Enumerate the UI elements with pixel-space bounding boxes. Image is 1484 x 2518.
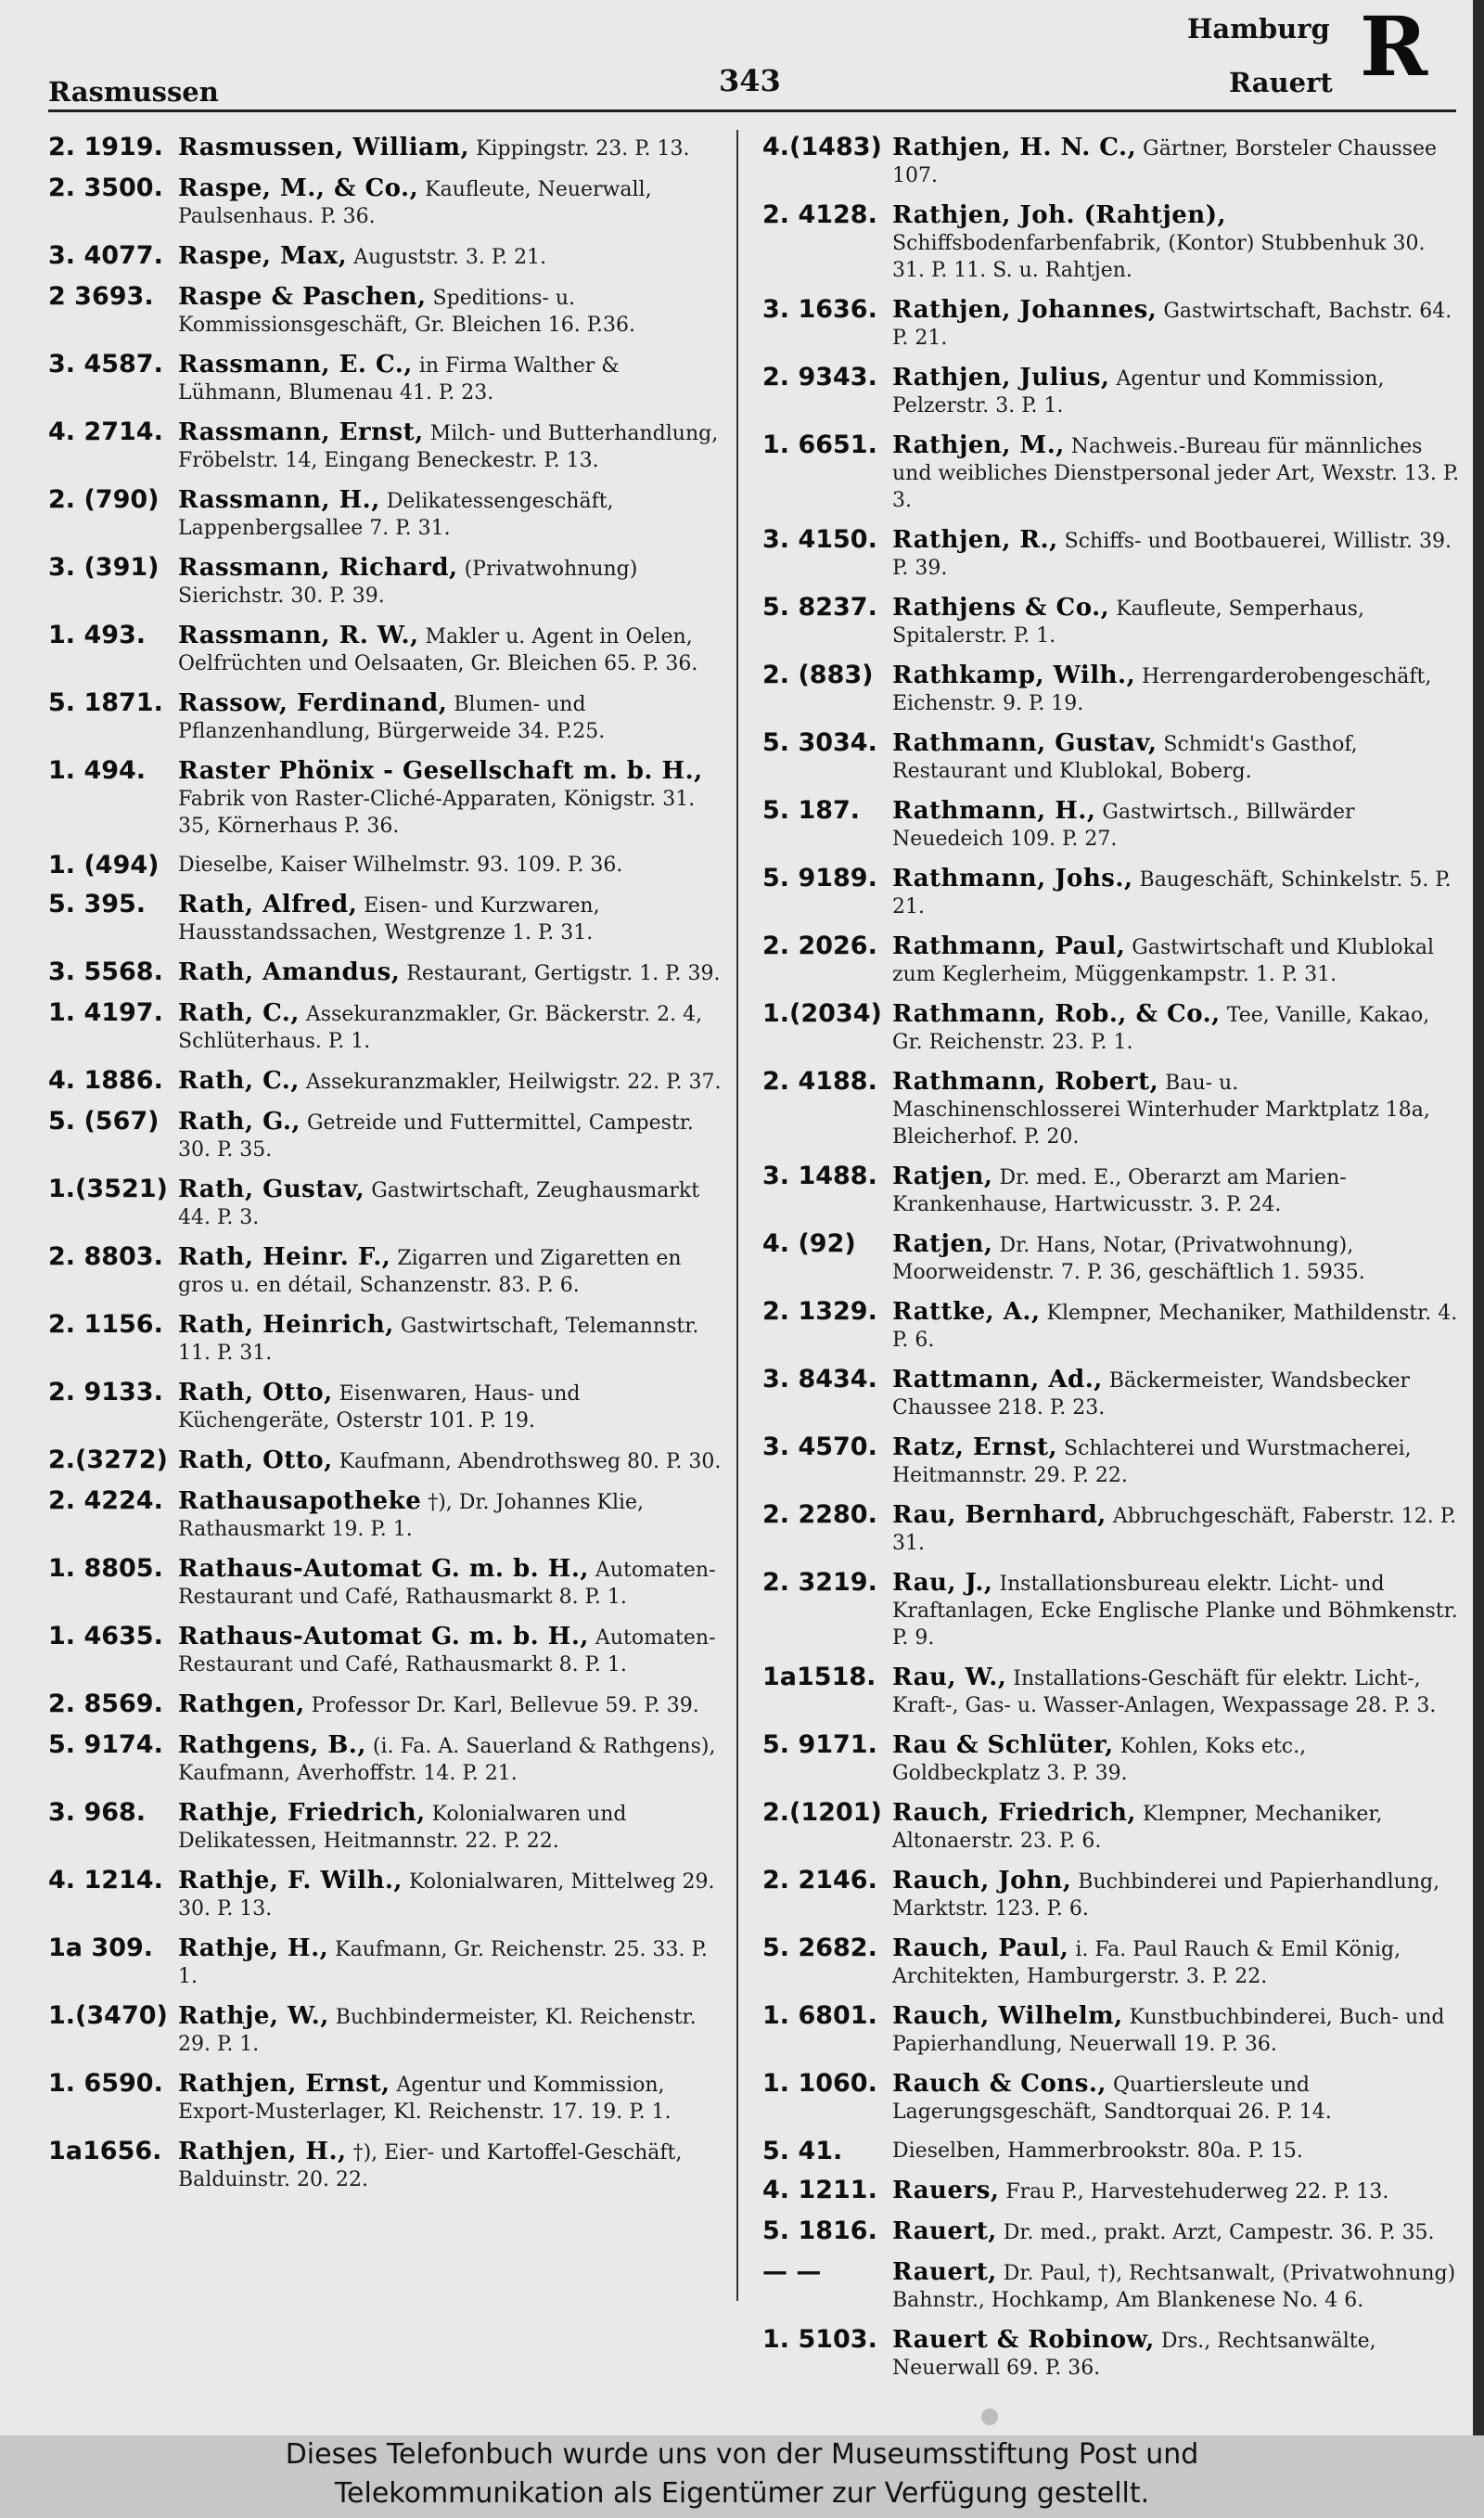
directory-entry — [762, 865, 1460, 920]
phone-number: 2. 9343. — [762, 363, 877, 392]
footer-line-2: Telekommunikation als Eigentümer zur Verfügung gestellt. — [334, 2477, 1150, 2510]
entry-details: Makler u. Agent in Oelen, Oelfrüchten und Oelsaaten, Gr. Bleichen 65. P. 36. — [178, 625, 698, 675]
entry-name: Raspe, M., & Co., — [178, 174, 419, 202]
running-head-city: Hamburg — [1187, 13, 1330, 45]
entry-details: †), Eier- und Kartoffel-Geschäft, Balduinstr. 20. 22. — [178, 2141, 683, 2191]
phone-number: 2. 8803. — [48, 1242, 163, 1271]
entry-name: Rassmann, R. W., — [178, 622, 419, 649]
directory-entry — [762, 2138, 1460, 2165]
directory-entry — [48, 852, 730, 879]
entry-details: Dieselbe, Kaiser Wilhelmstr. 93. 109. P. 36. — [178, 854, 623, 877]
phone-number: 2. (883) — [762, 661, 874, 689]
directory-entry — [762, 134, 1460, 189]
directory-entry — [48, 418, 730, 474]
directory-entry — [48, 689, 730, 745]
entry-name: Raspe & Paschen, — [178, 283, 427, 311]
directory-entry — [48, 242, 730, 271]
entry-details: Milch- und Butterhandlung, Fröbelstr. 14, Eingang Beneckestr. P. 13. — [178, 422, 719, 472]
entry-details: Eisenwaren, Haus- und Küchengeräte, Osterstr 101. P. 19. — [178, 1382, 581, 1432]
phone-number: 1. 4197. — [48, 998, 163, 1027]
entry-name: Rathjen, R., — [892, 526, 1058, 554]
directory-entry — [48, 283, 730, 339]
entry-name: Rauch, John, — [892, 1867, 1072, 1895]
entry-name: Rauch, Paul, — [892, 1934, 1069, 1962]
phone-number: 2. 1156. — [48, 1310, 163, 1339]
phone-number: 1.(3470) — [48, 2001, 168, 2030]
entry-details: Gastwirtschaft, Zeughausmarkt 44. P. 3. — [178, 1179, 700, 1229]
directory-entry — [762, 1366, 1460, 1421]
entry-details: Bäckermeister, Wandsbecker Chaussee 218. P. 23. — [892, 1369, 1411, 1420]
directory-entry — [48, 999, 730, 1055]
column-divider — [736, 130, 738, 2301]
entry-details: Gastwirtschaft, Telemannstr. 11. P. 31. — [178, 1315, 699, 1365]
right-column — [762, 134, 1460, 2394]
phone-number: 5. 9189. — [762, 864, 877, 893]
entry-name: Rauert & Robinow, — [892, 2326, 1155, 2354]
directory-entry — [762, 1068, 1460, 1150]
directory-entry — [48, 486, 730, 542]
entry-name: Rathjen, Ernst, — [178, 2070, 390, 2098]
entry-name: Rath, Alfred, — [178, 891, 358, 919]
phone-number: 5. 8237. — [762, 593, 877, 622]
phone-number: 2. 2026. — [762, 931, 877, 960]
directory-entry — [762, 2070, 1460, 2126]
entry-details: Nachweis.-Bureau für männliches und weibliches Dienstpersonal jeder Art, Wexstr. 13. P. 3. — [892, 435, 1460, 512]
phone-number: 3. 1636. — [762, 295, 877, 324]
directory-entry — [762, 932, 1460, 988]
entry-name: Rath, Gustav, — [178, 1175, 365, 1203]
entry-name: Rathje, F. Wilh., — [178, 1867, 403, 1895]
entry-details: Baugeschäft, Schinkelstr. 5. P. 21. — [892, 868, 1452, 919]
entry-details: Dr. Paul, †), Rechtsanwalt, (Privatwohnung) Bahnstr., Hochkamp, Am Blankenese No. 4 6. — [892, 2262, 1456, 2312]
directory-entry — [48, 1731, 730, 1787]
entry-details: Abbruchgeschäft, Faberstr. 12. P. 31. — [892, 1505, 1457, 1555]
entry-name: Rathmann, Johs., — [892, 865, 1133, 893]
phone-number: 1. 494. — [48, 756, 147, 785]
entry-details: Drs., Rechtsanwälte, Neuerwall 69. P. 36. — [892, 2330, 1376, 2380]
directory-entry — [48, 1555, 730, 1611]
phone-number: 1. 4635. — [48, 1622, 163, 1651]
entry-name: Ratz, Ernst, — [892, 1433, 1058, 1461]
entry-name: Rathgen, — [178, 1690, 305, 1718]
phone-number: 1. 6590. — [48, 2069, 163, 2098]
entry-details: i. Fa. Paul Rauch & Emil König, Architekten, Hamburgerstr. 3. P. 22. — [892, 1938, 1401, 1988]
entry-name: Rath, C., — [178, 999, 300, 1027]
entry-name: Rattmann, Ad., — [892, 1366, 1103, 1394]
phone-number: 2. (790) — [48, 485, 160, 514]
scan-edge — [1473, 0, 1484, 2435]
phone-number: 2. 4224. — [48, 1486, 163, 1515]
footer-banner — [0, 2435, 1484, 2518]
entry-name: Rathje, H., — [178, 1934, 329, 1962]
footer-line-1: Dieses Telefonbuch wurde uns von der Museumsstiftung Post und — [285, 2438, 1199, 2471]
directory-entry — [48, 757, 730, 840]
entry-details: Schlachterei und Wurstmacherei, Heitmannstr. 29. P. 22. — [892, 1437, 1412, 1487]
directory-entry — [48, 351, 730, 406]
directory-entry — [762, 431, 1460, 514]
entry-name: Rassow, Ferdinand, — [178, 689, 448, 717]
entry-name: Rathjen, M., — [892, 431, 1065, 459]
directory-entry — [48, 1379, 730, 1434]
running-head-right: Rauert — [1229, 67, 1333, 98]
entry-details: Dieselben, Hammerbrookstr. 80a. P. 15. — [892, 2139, 1303, 2163]
directory-entry — [762, 1501, 1460, 1557]
directory-entry — [48, 1623, 730, 1678]
entry-details: Professor Dr. Karl, Bellevue 59. P. 39. — [304, 1694, 699, 1717]
phone-number: 1a 309. — [48, 1933, 154, 1962]
phone-number: 5. 41. — [762, 2137, 843, 2165]
phone-number: 4. 1886. — [48, 1066, 163, 1095]
entry-name: Rathmann, Rob., & Co., — [892, 1000, 1221, 1028]
directory-entry — [48, 2002, 730, 2058]
phone-number: 1a1518. — [762, 1663, 876, 1691]
phone-number: 2. 4128. — [762, 200, 877, 229]
phone-number: 3. 968. — [48, 1798, 147, 1827]
entry-name: Rathaus-Automat G. m. b. H., — [178, 1555, 589, 1583]
entry-name: Rathkamp, Wilh., — [892, 662, 1136, 689]
entry-name: Raster Phönix - Gesellschaft m. b. H., — [178, 757, 703, 785]
phone-number: 5. 9171. — [762, 1730, 877, 1759]
phone-number: 1.(3521) — [48, 1175, 168, 1203]
directory-entry — [762, 1163, 1460, 1218]
phone-number: 5. 2682. — [762, 1933, 877, 1962]
directory-entry — [762, 201, 1460, 284]
phone-number: 1a1656. — [48, 2137, 162, 2165]
entry-details: Delikatessengeschäft, Lappenbergsallee 7. P. 31. — [178, 490, 614, 540]
entry-name: Rath, Otto, — [178, 1379, 333, 1407]
phone-number: 2. 2146. — [762, 1866, 877, 1895]
directory-entry — [762, 2326, 1460, 2382]
phone-number: 1. 5103. — [762, 2325, 877, 2354]
phone-number: 4. 2714. — [48, 418, 163, 446]
directory-entry — [48, 1175, 730, 1231]
entry-details: Restaurant, Gertigstr. 1. P. 39. — [400, 962, 721, 985]
entry-details: Speditions- u. Kommissionsgeschäft, Gr. Bleichen 16. P.36. — [178, 287, 636, 337]
entry-name: Rathmann, Paul, — [892, 932, 1126, 960]
entry-details: (i. Fa. A. Sauerland & Rathgens), Kaufmann, Averhoffstr. 14. P. 21. — [178, 1735, 716, 1785]
entry-name: Rathausapotheke — [178, 1487, 422, 1515]
phone-number: 5. 1871. — [48, 688, 163, 717]
entry-name: Rassmann, Ernst, — [178, 418, 424, 446]
entry-name: Rauert, — [892, 2258, 997, 2286]
phone-number: 2. 1329. — [762, 1297, 877, 1326]
entry-details: Getreide und Futtermittel, Campestr. 30. P. 35. — [178, 1111, 694, 1162]
entry-details: Fabrik von Raster-Cliché-Apparaten, Königstr. 31. 35, Körnerhaus P. 36. — [178, 788, 696, 838]
entry-name: Rau, J., — [892, 1569, 993, 1597]
directory-entry — [48, 1690, 730, 1719]
entry-details: †), Dr. Johannes Klie, Rathausmarkt 19. P. 1. — [178, 1491, 645, 1541]
directory-entry — [48, 1311, 730, 1367]
entry-details: Agentur und Kommission, Pelzerstr. 3. P. 1. — [892, 367, 1385, 418]
entry-name: Rathgens, B., — [178, 1731, 366, 1759]
entry-details: Assekuranzmakler, Heilwigstr. 22. P. 37. — [299, 1071, 722, 1094]
directory-entry — [762, 296, 1460, 352]
entry-name: Rassmann, H., — [178, 486, 380, 514]
entry-name: Rathmann, H., — [892, 797, 1096, 825]
header-rule — [48, 109, 1456, 112]
entry-name: Rathjens & Co., — [892, 594, 1110, 622]
entry-name: Rauch, Wilhelm, — [892, 2002, 1123, 2030]
directory-entry — [48, 134, 730, 162]
entry-name: Ratjen, — [892, 1230, 993, 1258]
entry-details: Dr. med. E., Oberarzt am Marien-Krankenhause, Hartwicusstr. 3. P. 24. — [892, 1166, 1347, 1216]
directory-entry — [48, 1487, 730, 1543]
entry-name: Rauers, — [892, 2177, 1000, 2204]
phone-number: 1. 6801. — [762, 2001, 877, 2030]
phone-number: 5. 395. — [48, 890, 147, 919]
directory-entry — [48, 2070, 730, 2126]
entry-details: Buchbindermeister, Kl. Reichenstr. 29. P. 1. — [178, 2006, 697, 2056]
entry-details: Schmidt's Gasthof, Restaurant und Klublokal, Boberg. — [892, 733, 1358, 783]
directory-entry — [762, 2177, 1460, 2205]
entry-details: Herrengarderobengeschäft, Eichenstr. 9. P. 19. — [892, 665, 1432, 715]
running-head-left: Rasmussen — [48, 76, 219, 108]
entry-name: Rath, Amandus, — [178, 958, 401, 986]
entry-name: Rathaus-Automat G. m. b. H., — [178, 1623, 589, 1651]
phone-number: 3. 4570. — [762, 1432, 877, 1461]
entry-name: Raspe, Max, — [178, 242, 348, 270]
directory-entry — [762, 1569, 1460, 1651]
phone-number: 2.(3272) — [48, 1445, 168, 1474]
entry-name: Rathjen, Johannes, — [892, 296, 1158, 324]
entry-name: Rauch, Friedrich, — [892, 1799, 1136, 1827]
phone-number: 1. 8805. — [48, 1554, 163, 1583]
entry-details: Automaten-Restaurant und Café, Rathausmarkt 8. P. 1. — [178, 1626, 716, 1677]
phone-number: 5. (567) — [48, 1107, 160, 1136]
phone-number: 2 3693. — [48, 282, 154, 311]
entry-name: Rauch & Cons., — [892, 2070, 1107, 2098]
directory-entry — [48, 554, 730, 610]
phone-number: 5. 3034. — [762, 728, 877, 757]
directory-entry — [48, 2138, 730, 2193]
entry-details: Klempner, Mechaniker, Altonaerstr. 23. P. 6. — [892, 1803, 1383, 1853]
entry-name: Rathje, W., — [178, 2002, 329, 2030]
entry-details: Klempner, Mechaniker, Mathildenstr. 4. P. 6. — [892, 1302, 1458, 1352]
entry-details: in Firma Walther & Lühmann, Blumenau 41. P. 23. — [178, 354, 620, 405]
entry-name: Rau, W., — [892, 1664, 1007, 1691]
entry-name: Rath, Otto, — [178, 1446, 333, 1474]
entry-details: Zigarren und Zigaretten en gros u. en détail, Schanzenstr. 83. P. 6. — [178, 1247, 682, 1297]
entry-details: Tee, Vanille, Kakao, Gr. Reichenstr. 23. P. 1. — [892, 1004, 1430, 1054]
entry-details: Kaufmann, Abendrothsweg 80. P. 30. — [332, 1450, 722, 1473]
entry-name: Rassmann, E. C., — [178, 351, 413, 379]
directory-entry — [48, 1934, 730, 1990]
phone-number: 5. 187. — [762, 796, 861, 825]
phone-number: 2.(1201) — [762, 1798, 882, 1827]
phone-number: 3. 4077. — [48, 241, 163, 270]
entry-name: Rathmann, Gustav, — [892, 729, 1158, 757]
directory-entry — [762, 1298, 1460, 1354]
directory-entry — [762, 1433, 1460, 1489]
page-number: 343 — [719, 63, 781, 98]
entry-details: Kaufleute, Semperhaus, Spitalerstr. P. 1. — [892, 597, 1364, 648]
entry-details: Blumen- und Pflanzenhandlung, Bürgerweide 34. P.25. — [178, 693, 606, 743]
entry-details: Schiffs- und Bootbauerei, Willistr. 39. P. 39. — [892, 530, 1452, 580]
directory-entry — [762, 662, 1460, 717]
entry-details: Dr. med., prakt. Arzt, Campestr. 36. P. 35. — [996, 2221, 1435, 2244]
phone-number: 2. 9133. — [48, 1378, 163, 1407]
entry-name: Rath, G., — [178, 1108, 301, 1136]
entry-details: Dr. Hans, Notar, (Privatwohnung), Moorweidenstr. 7. P. 36, geschäftlich 1. 5935. — [892, 1234, 1365, 1284]
entry-name: Rath, C., — [178, 1067, 300, 1095]
directory-entry — [48, 1799, 730, 1855]
entry-name: Rau, Bernhard, — [892, 1501, 1107, 1529]
phone-number: 2. 3219. — [762, 1568, 877, 1597]
directory-entry — [762, 1230, 1460, 1286]
entry-details: Automaten-Restaurant und Café, Rathausmarkt 8. P. 1. — [178, 1559, 716, 1609]
phone-number: 3. 1488. — [762, 1162, 877, 1190]
entry-details: Bau- u. Maschinenschlosserei Winterhuder Marktplatz 18a, Bleicherhof. P. 20. — [892, 1072, 1430, 1149]
phone-number: 4. 1211. — [762, 2176, 877, 2204]
phone-number: 1. 1060. — [762, 2069, 877, 2098]
phone-number: 3. (391) — [48, 553, 160, 582]
entry-name: Ratjen, — [892, 1163, 993, 1190]
page-speck — [981, 2409, 998, 2425]
directory-entry — [762, 2002, 1460, 2058]
directory-entry — [762, 2258, 1460, 2314]
entry-details: Gärtner, Borsteler Chaussee 107. — [892, 137, 1438, 187]
entry-details: Kaufleute, Neuerwall, Paulsenhaus. P. 36. — [178, 178, 652, 228]
entry-details: Kolonialwaren, Mittelweg 29. 30. P. 13. — [178, 1870, 715, 1921]
entry-details: Buchbinderei und Papierhandlung, Marktstr. 123. P. 6. — [892, 1870, 1440, 1921]
entry-name: Rathje, Friedrich, — [178, 1799, 426, 1827]
entry-name: Rathjen, Julius, — [892, 364, 1110, 392]
entry-details: Kippingstr. 23. P. 13. — [469, 137, 690, 161]
entry-name: Rathjen, H. N. C., — [892, 134, 1137, 161]
phone-number: 1.(2034) — [762, 999, 882, 1028]
entry-details: Gastwirtschaft und Klublokal zum Keglerheim, Müggenkampstr. 1. P. 31. — [892, 936, 1435, 986]
entry-details: Agentur und Kommission, Export-Musterlager, Kl. Reichenstr. 17. 19. P. 1. — [178, 2074, 672, 2124]
directory-entry — [762, 1799, 1460, 1855]
phone-number: 1. (494) — [48, 851, 160, 880]
directory-entry — [48, 958, 730, 987]
entry-details: Kaufmann, Gr. Reichenstr. 25. 33. P. 1. — [178, 1938, 708, 1988]
entry-details: Installations-Geschäft für elektr. Licht-, Kraft-, Gas- u. Wasser-Anlagen, Wexpassage 28. P. 3. — [892, 1667, 1437, 1717]
directory-entry — [48, 174, 730, 230]
entry-name: Rauert, — [892, 2217, 997, 2245]
directory-entry — [48, 1446, 730, 1475]
entry-details: Gastwirtsch., Billwärder Neuedeich 109. P. 27. — [892, 801, 1355, 851]
entry-details: Eisen- und Kurzwaren, Hausstandssachen, Westgrenze 1. P. 31. — [178, 894, 600, 944]
directory-entry — [762, 1000, 1460, 1056]
directory-entry — [762, 526, 1460, 582]
directory-entry — [762, 1664, 1460, 1719]
phone-number: 3. 8434. — [762, 1365, 877, 1394]
phone-number: 3. 5568. — [48, 957, 163, 986]
entry-details: Kunstbuchbinderei, Buch- und Papierhandlung, Neuerwall 19. P. 36. — [892, 2006, 1445, 2056]
entry-details: Schiffsbodenfarbenfabrik, (Kontor) Stubbenhuk 30. 31. P. 11. S. u. Rahtjen. — [892, 232, 1426, 282]
directory-entry — [762, 1731, 1460, 1787]
phone-number: 2. 3500. — [48, 173, 163, 202]
phone-number: 4.(1483) — [762, 133, 882, 161]
phone-number: 5. 1816. — [762, 2216, 877, 2245]
phone-number: — — — [762, 2257, 822, 2286]
directory-entry — [762, 1867, 1460, 1922]
directory-entry — [48, 1243, 730, 1299]
phone-number: 3. 4587. — [48, 350, 163, 379]
entry-details: Kohlen, Koks etc., Goldbeckplatz 3. P. 39. — [892, 1735, 1307, 1785]
directory-entry — [48, 1108, 730, 1163]
phone-number: 2. 2280. — [762, 1500, 877, 1529]
entry-details: Quartiersleute und Lagerungsgeschäft, Sandtorquai 26. P. 14. — [892, 2074, 1332, 2124]
directory-entry — [48, 622, 730, 677]
directory-entry — [762, 797, 1460, 853]
directory-entry — [48, 1867, 730, 1922]
entry-details: Auguststr. 3. P. 21. — [347, 246, 547, 269]
phone-number: 2. 4188. — [762, 1067, 877, 1096]
directory-entry — [48, 1067, 730, 1096]
entry-name: Rau & Schlüter, — [892, 1731, 1114, 1759]
phone-number: 2. 1919. — [48, 133, 163, 161]
phone-number: 1. 6651. — [762, 430, 877, 459]
entry-details: Gastwirtschaft, Bachstr. 64. P. 21. — [892, 300, 1452, 350]
entry-details: (Privatwohnung) Sierichstr. 30. P. 39. — [178, 558, 638, 608]
entry-name: Rath, Heinr. F., — [178, 1243, 391, 1271]
entry-name: Rasmussen, William, — [178, 134, 470, 161]
phone-number: 4. (92) — [762, 1229, 856, 1258]
phone-number: 5. 9174. — [48, 1730, 163, 1759]
directory-entry — [762, 594, 1460, 649]
entry-name: Rathjen, Joh. (Rahtjen), — [892, 201, 1227, 229]
entry-name: Rassmann, Richard, — [178, 554, 458, 582]
directory-entry — [762, 729, 1460, 785]
directory-entry — [48, 891, 730, 946]
entry-name: Rathjen, H., — [178, 2138, 347, 2165]
entry-name: Rathmann, Robert, — [892, 1068, 1159, 1096]
entry-name: Rattke, A., — [892, 1298, 1041, 1326]
phone-number: 4. 1214. — [48, 1866, 163, 1895]
directory-entry — [762, 2217, 1460, 2246]
directory-entry — [762, 1934, 1460, 1990]
entry-name: Rath, Heinrich, — [178, 1311, 394, 1339]
directory-entry — [762, 364, 1460, 419]
entry-details: Frau P., Harvestehuderweg 22. P. 13. — [999, 2180, 1389, 2203]
phone-number: 2. 8569. — [48, 1689, 163, 1718]
entry-details: Kolonialwaren und Delikatessen, Heitmannstr. 22. P. 22. — [178, 1803, 627, 1853]
phone-number: 3. 4150. — [762, 525, 877, 554]
entry-details: Assekuranzmakler, Gr. Bäckerstr. 2. 4, Schlüterhaus. P. 1. — [178, 1003, 703, 1053]
entry-details: Installationsbureau elektr. Licht- und Kraftanlagen, Ecke Englische Planke und Böhmkenstr. P. 9. — [892, 1573, 1458, 1650]
left-column — [48, 134, 730, 2205]
phone-number: 1. 493. — [48, 621, 147, 649]
section-letter: R — [1360, 0, 1428, 95]
